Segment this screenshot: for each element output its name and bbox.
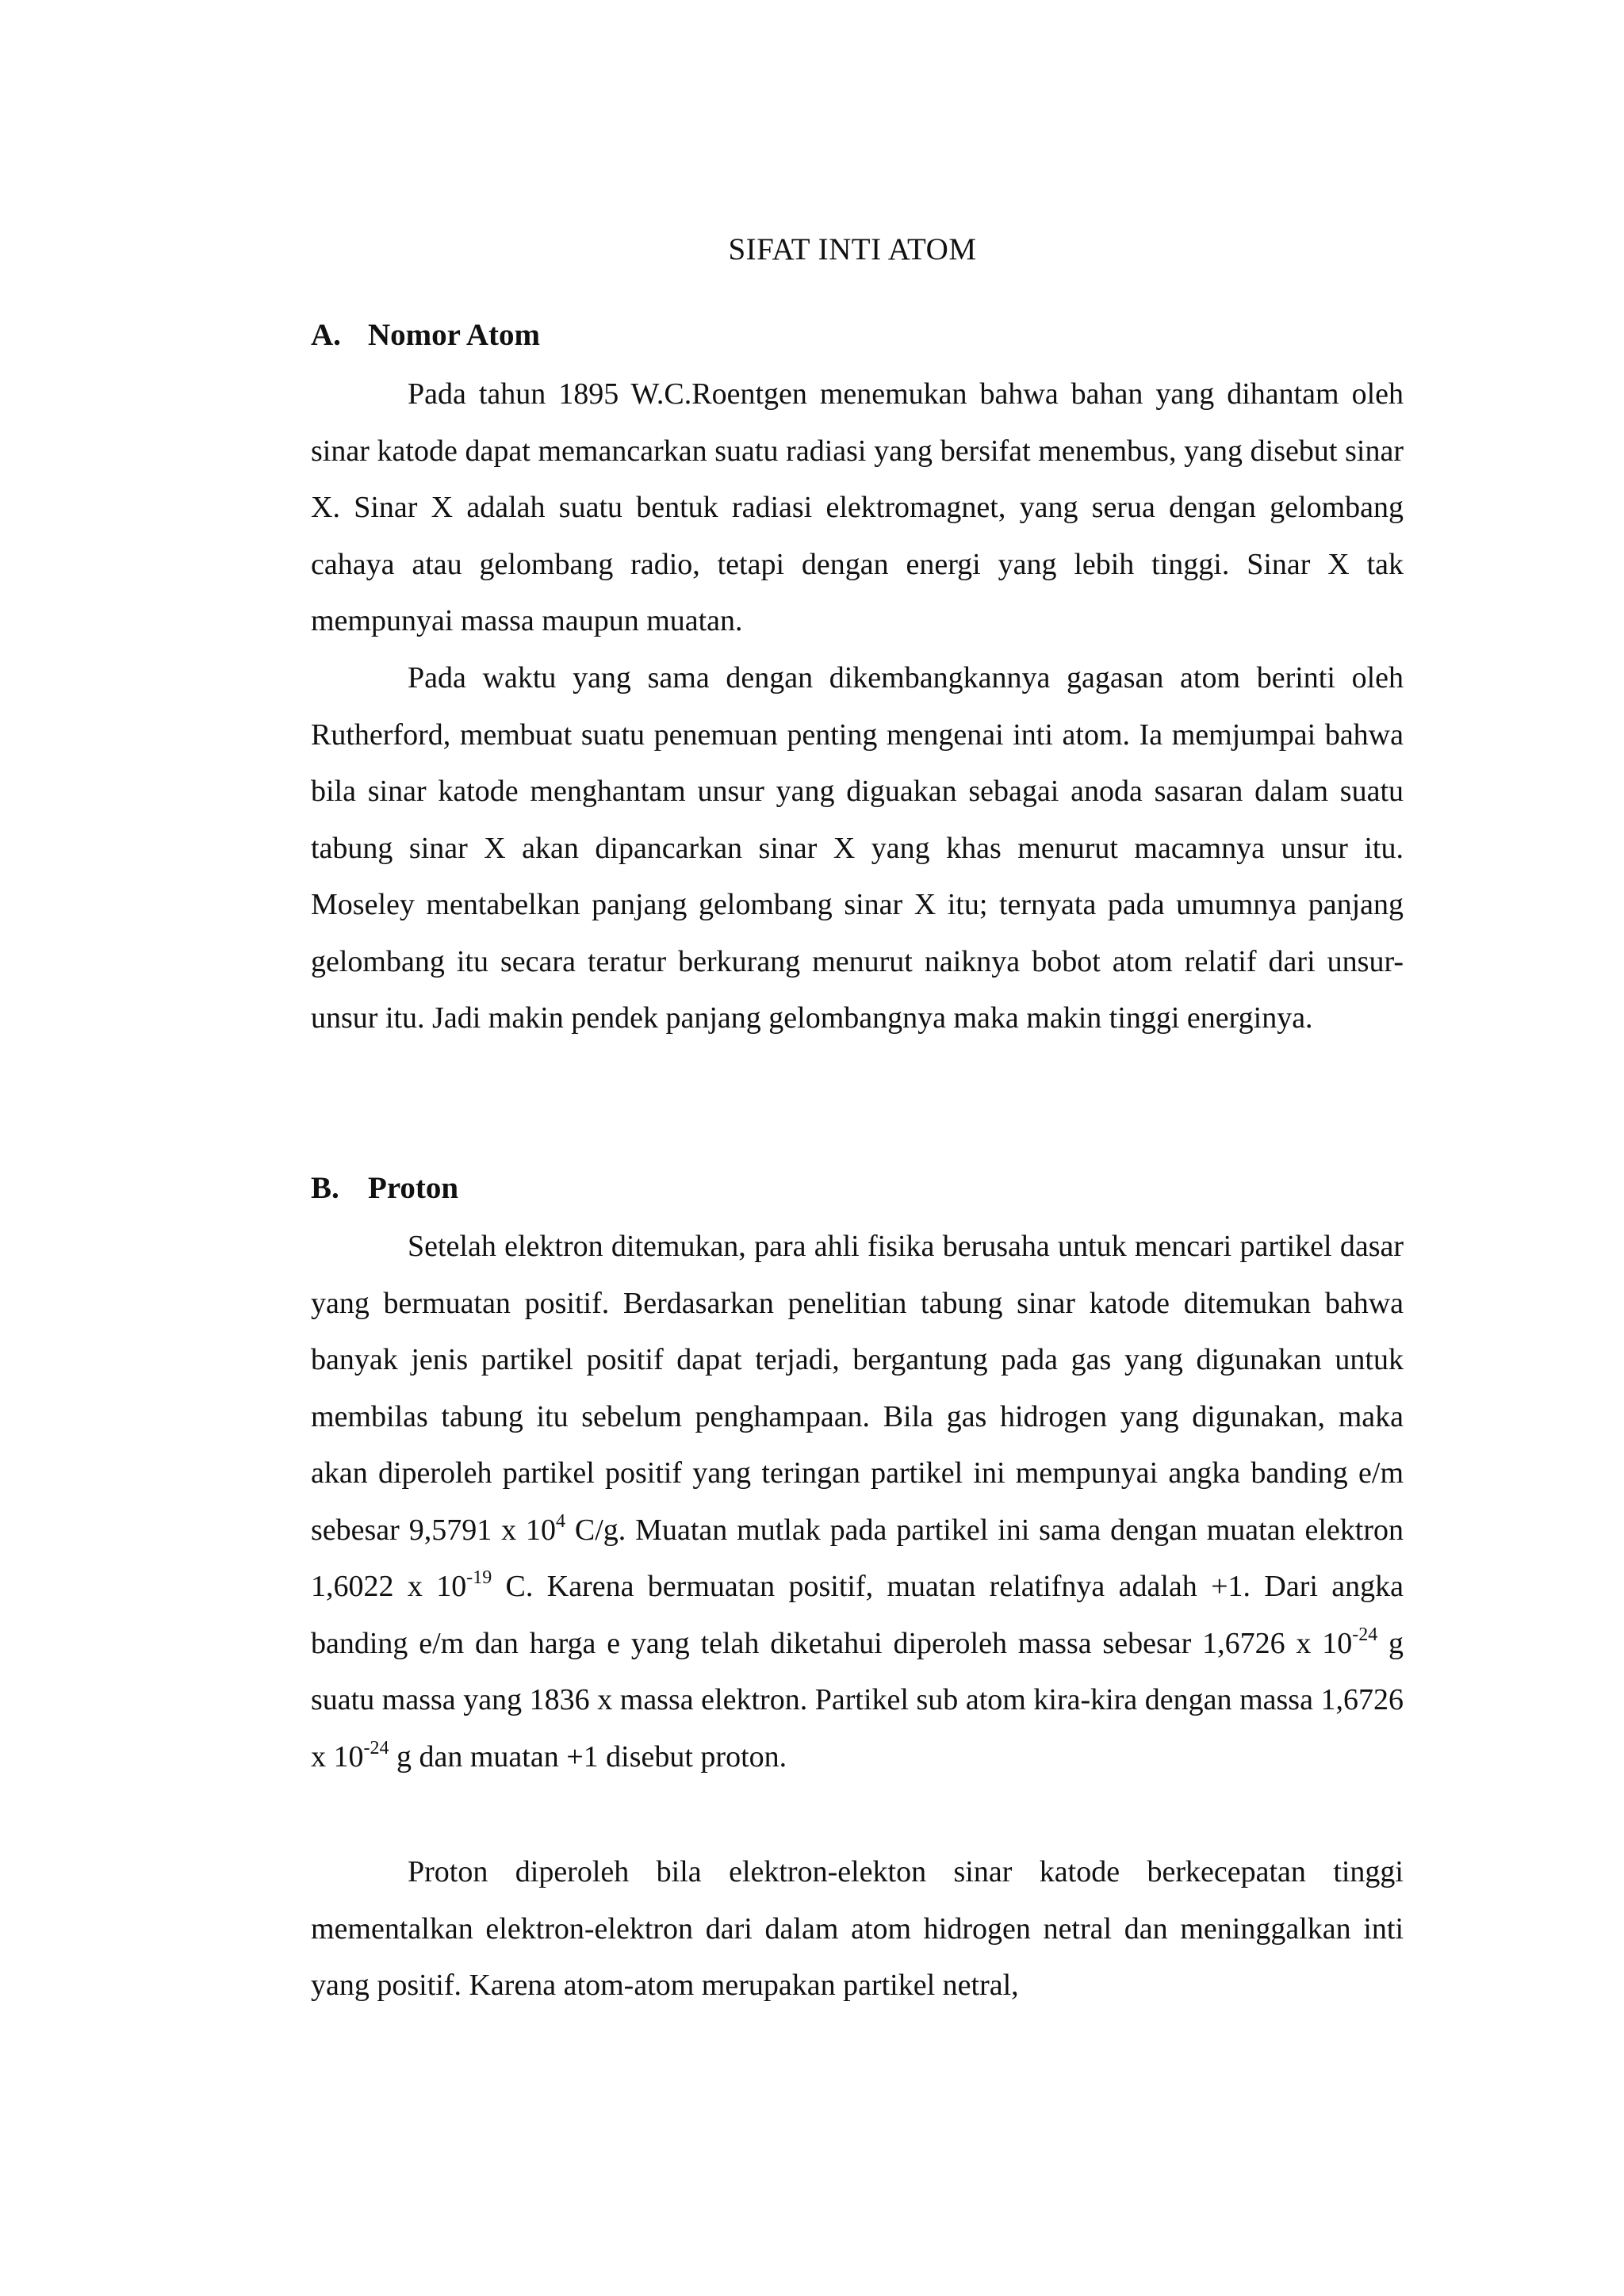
section-a-title: Nomor Atom [368,318,540,352]
p1-text-1: Setelah elektron ditemukan, para ahli fisika berusaha untuk mencari partikel dasar yang bermuatan positif. Berdasarkan penelitian tabung sinar katode ditemukan bahwa banyak jenis partikel positif dapat terjadi, bergantung pada gas yang digunakan untuk membilas tabung itu sebelum penghampaan. Bila gas hidrogen yang digunakan, maka akan diperoleh partikel positif yang teringan partikel ini mempunyai angka banding e/m sebesar 9,5791 x 10 [311,1230,1404,1547]
exponent-2: -19 [466,1567,492,1588]
section-a-paragraph-2: Pada waktu yang sama dengan dikembangkannya gagasan atom berinti oleh Rutherford, membuat suatu penemuan penting mengenai inti atom. Ia memjumpai bahwa bila sinar katode menghantam unsur yang diguakan sebagai anoda sasaran dalam suatu tabung sinar X akan dipancarkan sinar X yang khas menurut macamnya unsur itu. Moseley mentabelkan panjang gelombang sinar X itu; ternyata pada umumnya panjang gelombang itu secara teratur berkurang menurut naiknya bobot atom relatif dari unsur-unsur itu. Jadi makin pendek panjang gelombangnya maka makin tinggi energinya. [311,661,1404,1035]
section-a-heading [311,316,540,355]
exponent-3: -24 [1352,1624,1378,1645]
section-b-heading [311,1169,458,1208]
section-b-paragraph-1 [311,1219,1404,1785]
section-a-paragraph-1: Pada tahun 1895 W.C.Roentgen menemukan bahwa bahan yang dihantam oleh sinar katode dapat memancarkan suatu radiasi yang bersifat menembus, yang disebut sinar X. Sinar X adalah suatu bentuk radiasi elektromagnet, yang serua dengan gelombang cahaya atau gelombang radio, tetapi dengan energi yang lebih tinggi. Sinar X tak mempunyai massa maupun muatan. [311,377,1404,637]
p1-text-5: g dan muatan +1 disebut proton. [389,1739,787,1774]
page-title: SIFAT INTI ATOM [728,232,977,266]
section-a-letter: A. [311,318,341,352]
section-b-title: Proton [368,1171,459,1205]
p1-text-3: C. Karena bermuatan positif, muatan relatifnya adalah +1. Dari angka banding e/m dan harga e yang telah diketahui diperoleh massa sebesar 1,6726 x 10 [311,1570,1404,1660]
exponent-4: -24 [363,1737,389,1758]
section-b-paragraph-2: Proton diperoleh bila elektron-elekton sinar katode berkecepatan tinggi mementalkan elektron-elektron dari dalam atom hidrogen netral dan meninggalkan inti yang positif. Karena atom-atom merupakan partikel netral, [311,1855,1404,2002]
p1-text-2: C/g. Muatan mutlak pada partikel ini sama dengan muatan elektron 1,6022 x 10 [311,1513,1404,1603]
p1-text-4: g suatu massa yang 1836 x massa elektron. Partikel sub atom kira-kira dengan massa 1,6726 x 10 [311,1626,1404,1774]
exponent-1: 4 [556,1510,565,1532]
section-b-letter: B. [311,1171,339,1205]
